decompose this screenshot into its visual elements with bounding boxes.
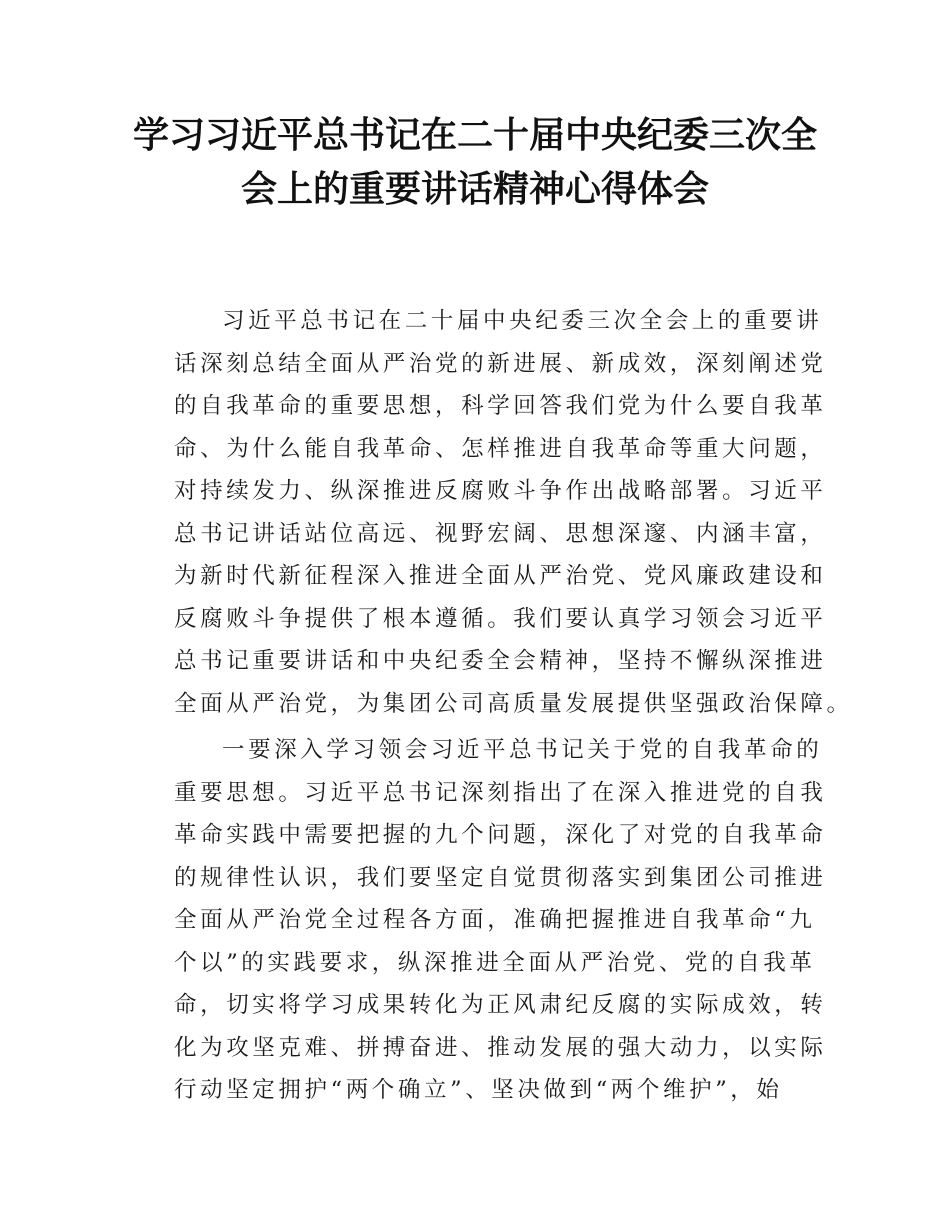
document-body (174, 300, 853, 1112)
paragraph-line: 化为攻坚克难、拼搏奋进、推动发展的强大动力，以实际 (174, 1034, 827, 1061)
paragraph-line: 为新时代新征程深入推进全面从严治党、党风廉政建设和 (174, 563, 827, 589)
paragraph-line: 总书记重要讲话和中央纪委全会精神，坚持不懈纵深推进 (174, 648, 827, 674)
paragraph-line: 革命实践中需要把握的九个问题，深化了对党的自我革命 (174, 822, 827, 848)
title-line-2: 会上的重要讲话精神心得体会 (240, 168, 709, 210)
paragraph-line: 命、为什么能自我革命、怎样推进自我革命等重大问题， (174, 435, 827, 462)
paragraph-1 (174, 300, 853, 725)
paragraph-line: 全面从严治党，为集团公司高质量发展提供坚强政治保障。 (174, 690, 853, 717)
paragraph-line: 对持续发力、纵深推进反腐败斗争作出战略部署。习近平 (174, 478, 827, 504)
paragraph-2 (174, 729, 827, 1112)
paragraph-line: 重要思想。习近平总书记深刻指出了在深入推进党的自我 (174, 779, 827, 806)
paragraph-line: 命，切实将学习成果转化为正风肃纪反腐的实际成效，转 (174, 992, 827, 1018)
paragraph-line: 反腐败斗争提供了根本遵循。我们要认真学习领会习近平 (174, 605, 827, 632)
paragraph-line: 个以”的实践要求，纵深推进全面从严治党、党的自我革 (174, 949, 816, 976)
paragraph-line: 话深刻总结全面从严治党的新进展、新成效，深刻阐述党 (174, 350, 827, 377)
paragraph-line: 的规律性认识，我们要坚定自觉贯彻落实到集团公司推进 (174, 864, 827, 891)
title-line-1: 学习习近平总书记在二十届中央纪委三次全 (132, 114, 817, 156)
paragraph-line: 的自我革命的重要思想，科学回答我们党为什么要自我革 (174, 393, 827, 419)
paragraph-line: 习近平总书记在二十届中央纪委三次全会上的重要讲 (222, 308, 823, 334)
paragraph-line: 行动坚定拥护“两个确立”、坚决做到“两个维护”，始 (174, 1077, 783, 1103)
paragraph-line: 全面从严治党全过程各方面，准确把握推进自我革命“九 (174, 907, 816, 933)
document-title (100, 108, 850, 216)
paragraph-line: 总书记讲话站位高远、视野宏阔、思想深邃、内涵丰富， (174, 520, 827, 547)
paragraph-line: 一要深入学习领会习近平总书记关于党的自我革命的 (222, 737, 823, 763)
